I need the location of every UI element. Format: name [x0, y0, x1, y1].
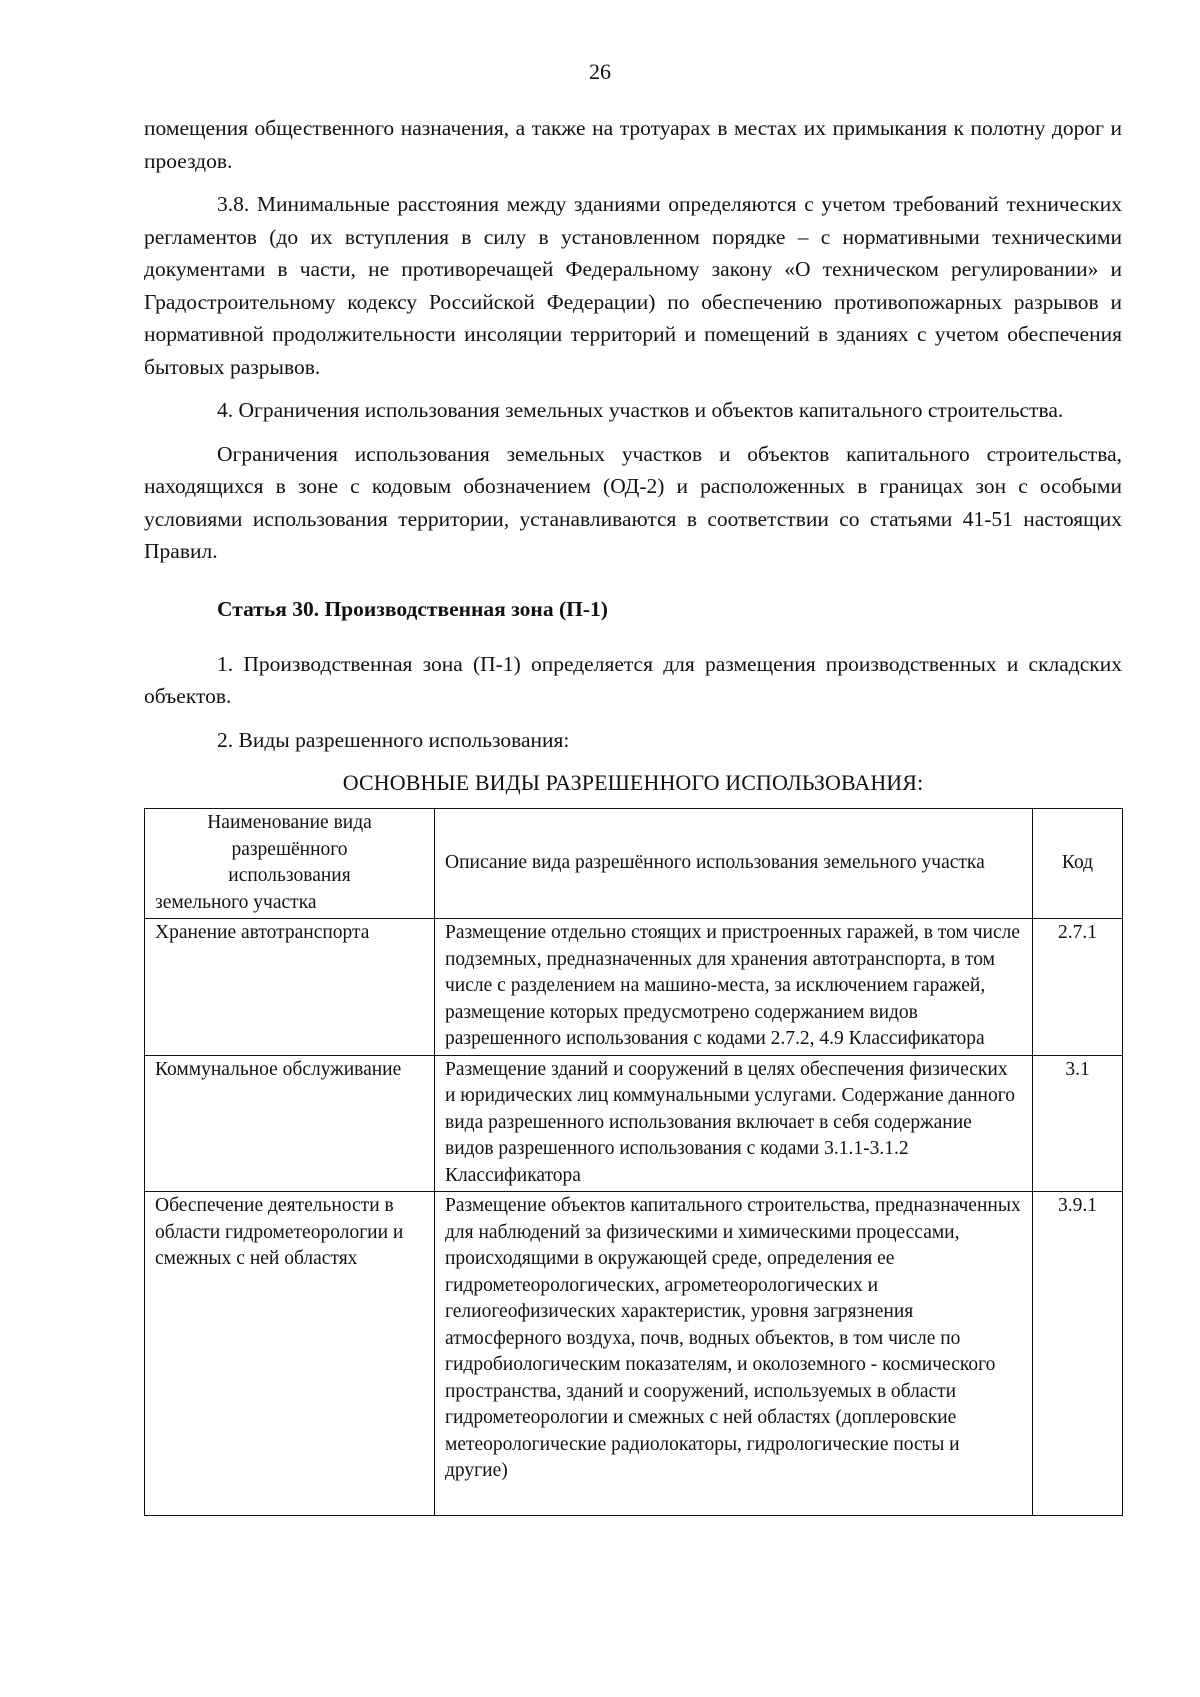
header-name-line: Наименование вида [207, 812, 372, 833]
row-name: Обеспечение деятельности в области гидрометеорологии и смежных с ней областях [145, 1192, 435, 1516]
table-row [145, 1192, 1123, 1516]
document-body [144, 112, 1122, 1516]
paragraph-permitted-uses: 2. Виды разрешенного использования: [217, 727, 570, 752]
row-name: Коммунальное обслуживание [145, 1055, 435, 1192]
paragraph-min-distances: 3.8. Минимальные расстояния между зданиями определяются с учетом требований технических регламентов (до их вступления в силу в установленном порядке – с нормативными техническими документами в части, не противоречащей Федеральному закону «О техническом регулировании» и Градостроительному кодексу Российской Федерации) по обеспечению противопожарных разрывов и нормативной продолжительности инсоляции территорий и помещений в зданиях с учетом обеспечения бытовых разрывов. [144, 192, 1122, 379]
row-name: Хранение автотранспорта [145, 919, 435, 1056]
header-description: Описание вида разрешённого использования земельного участка [435, 809, 1033, 919]
header-name-line: земельного участка [155, 891, 317, 913]
paragraph-zone-definition: 1. Производственная зона (П-1) определяется для размещения производственных и складских объектов. [144, 651, 1122, 708]
row-description: Размещение отдельно стоящих и пристроенных гаражей, в том числе подземных, предназначенных для хранения автотранспорта, в том числе с разделением на машино-места, за исключением гаражей, размещение которых предусмотрено содержанием видов разрешенного использования с кодами 2.7.2, 4.9 Классификатора [435, 919, 1033, 1056]
article-heading: Статья 30. Производственная зона (П-1) [217, 596, 608, 621]
paragraph-continuation: помещения общественного назначения, а также на тротуарах в местах их примыкания к полотну дорог и проездов. [144, 116, 1122, 173]
header-name-line: разрешённого [231, 838, 348, 860]
table-row [145, 919, 1123, 1056]
row-code: 3.9.1 [1033, 1192, 1123, 1516]
page-number: 26 [589, 59, 611, 84]
row-description: Размещение зданий и сооружений в целях обеспечения физических и юридических лиц коммунальными услугами. Содержание данного вида разрешенного использования включает в себя содержание видов разрешенного использования с кодами 3.1.1-3.1.2 Классификатора [435, 1055, 1033, 1192]
row-code: 2.7.1 [1033, 919, 1123, 1056]
header-name-line: использования [228, 865, 351, 886]
paragraph-restrictions-text: Ограничения использования земельных участков и объектов капитального строительства, находящихся в зоне с кодовым обозначением (ОД-2) и расположенных в границах зон с особыми условиями использования территории, устанавливаются в соответствии со статьями 41-51 настоящих Правил. [144, 441, 1122, 563]
table-header-row [145, 809, 1123, 919]
header-code: Код [1033, 809, 1123, 919]
table-row [145, 1055, 1123, 1192]
header-name [145, 809, 435, 919]
row-code: 3.1 [1033, 1055, 1123, 1192]
table-caption: ОСНОВНЫЕ ВИДЫ РАЗРЕШЕННОГО ИСПОЛЬЗОВАНИЯ: [342, 770, 924, 795]
paragraph-restrictions-title: 4. Ограничения использования земельных участков и объектов капитального строительства. [217, 398, 1064, 422]
row-description: Размещение объектов капитального строительства, предназначенных для наблюдений за физическими и химическими процессами, происходящими в окружающей среде, определения ее гидрометеорологических, агрометеорологических и гелиогеофизических характеристик, уровня загрязнения атмосферного воздуха, почв, водных объектов, в том числе по гидробиологическим показателям, и околоземного - космического пространства, зданий и сооружений, используемых в области гидрометеорологии и смежных с ней областях (доплеровские метеорологические радиолокаторы, гидрологические посты и другие) [435, 1192, 1033, 1516]
permitted-uses-table [144, 808, 1123, 1516]
